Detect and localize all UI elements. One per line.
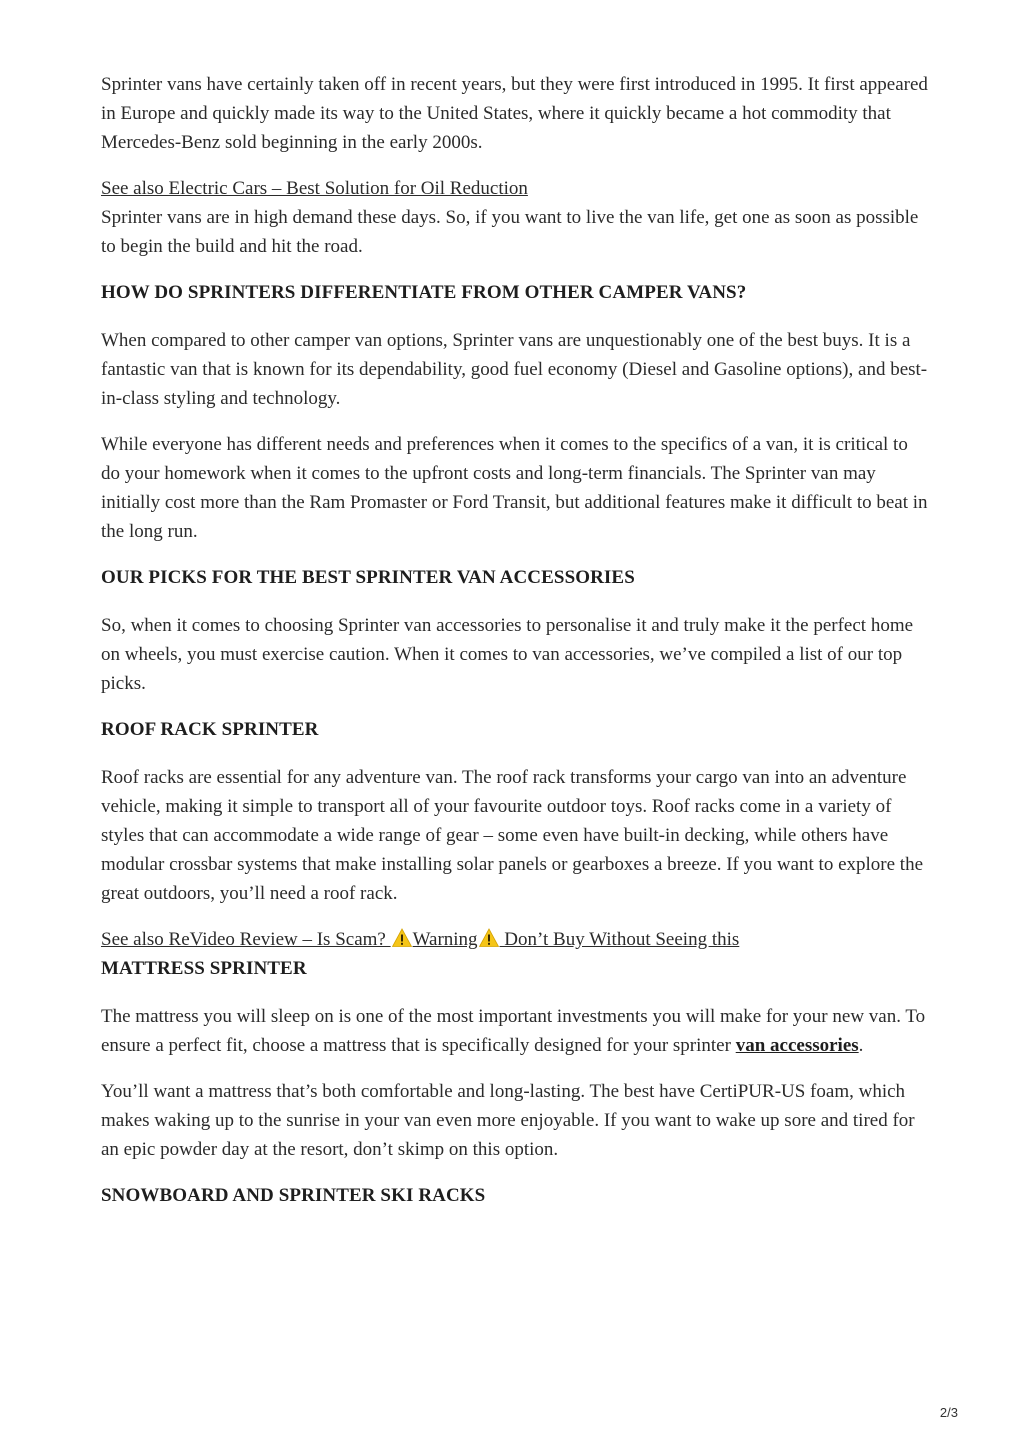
paragraph-comfortable: You’ll want a mattress that’s both comfortable and long-lasting. The best have CertiPUR-US foam, which makes waking up to the sunrise in your van even more enjoyable. If you want to wake up sore and tired for an epic powder day at the resort, don’t skimp on this option. [101,1081,915,1160]
see-also-revideo-text-1: See also ReVideo Review – Is Scam? [101,929,391,950]
paragraph-needs: While everyone has different needs and preferences when it comes to the specifics of a van, it is critical to do your homework when it comes to the upfront costs and long-term financials. The Sprinter van may initially cost more than the Ram Promaster or Ford Transit, but additional features make it difficult to beat in the long run. [101,434,928,542]
warning-icon [392,928,412,948]
see-also-revideo-text-2: Warning [412,929,478,950]
heading-picks: OUR PICKS FOR THE BEST SPRINTER VAN ACCESSORIES [101,567,635,588]
see-also-link-revideo[interactable] [101,925,931,954]
paragraph-intro: Sprinter vans have certainly taken off in recent years, but they were first introduced in 1995. It first appeared in Europe and quickly made its way to the United States, where it quickly became a hot commodity that Mercedes-Benz sold beginning in the early 2000s. [101,74,928,153]
paragraph-demand: Sprinter vans are in high demand these days. So, if you want to live the van life, get one as soon as possible to begin the build and hit the road. [101,207,919,257]
paragraph-compared: When compared to other camper van options, Sprinter vans are unquestionably one of the best buys. It is a fantastic van that is known for its dependability, good fuel economy (Diesel and Gasoline options), and best-in-class styling and technology. [101,330,928,409]
heading-differentiate: HOW DO SPRINTERS DIFFERENTIATE FROM OTHER CAMPER VANS? [101,282,747,303]
van-accessories-link[interactable]: van accessories [735,1035,859,1056]
see-also-link-electric-cars[interactable]: See also Electric Cars – Best Solution for Oil Reduction [101,178,528,199]
paragraph-mattress [101,1002,931,1060]
mattress-text-after: . [858,1035,864,1056]
document-page [101,70,931,1229]
paragraph-choosing: So, when it comes to choosing Sprinter van accessories to personalise it and truly make it the perfect home on wheels, you must exercise caution. When it comes to van accessories, we’ve compiled a list of our top picks. [101,615,914,694]
warning-icon [479,928,499,948]
heading-mattress: MATTRESS SPRINTER [101,958,307,979]
page-number: 2/3 [939,1405,958,1420]
see-also-revideo-text-3: Don’t Buy Without Seeing this [499,929,740,950]
heading-ski-racks: SNOWBOARD AND SPRINTER SKI RACKS [101,1185,486,1206]
heading-roof-rack: ROOF RACK SPRINTER [101,719,319,740]
mattress-text-before: The mattress you will sleep on is one of the most important investments you will make for your new van. To ensure a perfect fit, choose a mattress that is specifically designed for your sprinter [101,1006,926,1056]
paragraph-roof-racks: Roof racks are essential for any adventure van. The roof rack transforms your cargo van into an adventure vehicle, making it simple to transport all of your favourite outdoor toys. Roof racks come in a variety of styles that can accommodate a wide range of gear – some even have built-in decking, while others have modular crossbar systems that make installing solar panels or gearboxes a breeze. If you want to explore the great outdoors, you’ll need a roof rack. [101,767,924,904]
